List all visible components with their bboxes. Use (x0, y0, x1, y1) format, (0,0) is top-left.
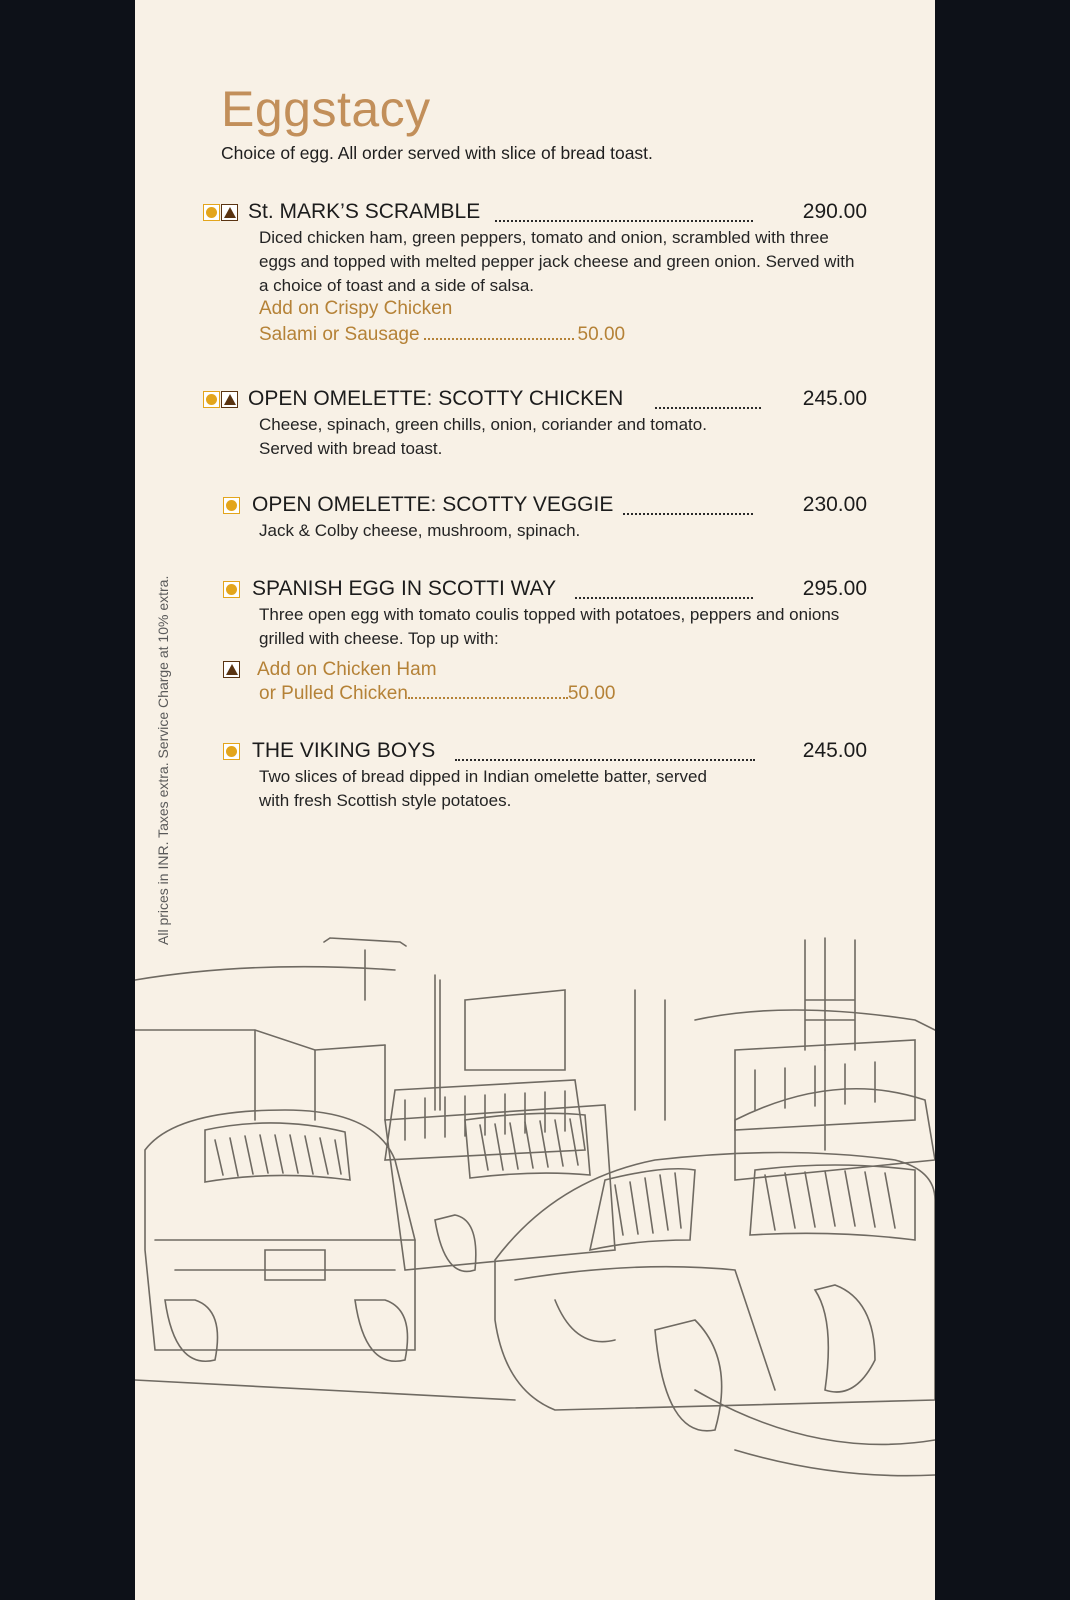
diet-icons (203, 204, 238, 221)
addon-label: Add on Crispy Chicken (259, 298, 453, 319)
veg-icon (223, 581, 240, 598)
veg-icon (223, 497, 240, 514)
section-title: Eggstacy (221, 81, 431, 137)
item-price: 230.00 (802, 493, 867, 516)
item-price: 245.00 (802, 387, 867, 410)
dot-leader (455, 755, 755, 761)
addon-option (259, 322, 625, 348)
item-description: Three open egg with tomato coulis topped with potatoes, peppers and onions grilled with cheese. Top up with: (259, 605, 840, 648)
addon-label: Add on Chicken Ham (257, 659, 437, 680)
nonveg-icon (221, 204, 238, 221)
dot-leader (495, 216, 753, 222)
dot-leader (623, 509, 753, 515)
dot-leader (655, 403, 761, 409)
addon-option (259, 681, 615, 707)
diet-icons (223, 743, 240, 760)
item-name: OPEN OMELETTE: SCOTTY VEGGIE (252, 493, 614, 516)
diet-icons (223, 497, 240, 514)
dot-leader (575, 593, 753, 599)
veg-icon (203, 391, 220, 408)
pricing-note: All prices in INR. Taxes extra. Service Charge at 10% extra. (155, 575, 171, 945)
item-description: Jack & Colby cheese, mushroom, spinach. (259, 521, 581, 540)
item-description: Cheese, spinach, green chills, onion, coriander and tomato. Served with bread toast. (259, 415, 707, 458)
item-name: St. MARK’S SCRAMBLE (248, 200, 481, 223)
veg-icon (223, 743, 240, 760)
veg-icon (203, 204, 220, 221)
dot-leader (408, 695, 568, 699)
section-subtitle: Choice of egg. All order served with slice of bread toast. (221, 143, 653, 163)
item-description: Diced chicken ham, green peppers, tomato and onion, scrambled with three eggs and topped with melted pepper jack cheese and green onion. Served with a choice of toast and a side of salsa. (259, 228, 855, 295)
menu-page (135, 0, 935, 1600)
item-price: 295.00 (802, 577, 867, 600)
item-name: SPANISH EGG IN SCOTTI WAY (252, 577, 557, 600)
diet-icons (203, 391, 238, 408)
nonveg-icon (221, 391, 238, 408)
diet-icons (223, 581, 240, 598)
addon-label: Salami or Sausage (259, 324, 420, 345)
item-name: OPEN OMELETTE: SCOTTY CHICKEN (248, 387, 624, 410)
dot-leader (424, 336, 574, 340)
item-price: 290.00 (802, 200, 867, 223)
item-description: Two slices of bread dipped in Indian omelette batter, served with fresh Scottish style potatoes. (259, 767, 707, 810)
nonveg-icon (223, 661, 240, 678)
street-traffic-sketch (135, 920, 935, 1600)
addon-price: 50.00 (567, 683, 616, 704)
addon-label: or Pulled Chicken (259, 683, 408, 704)
item-price: 245.00 (802, 739, 867, 762)
addon-price: 50.00 (577, 324, 626, 345)
addon-diet-icons (223, 661, 240, 678)
item-name: THE VIKING BOYS (252, 739, 436, 762)
